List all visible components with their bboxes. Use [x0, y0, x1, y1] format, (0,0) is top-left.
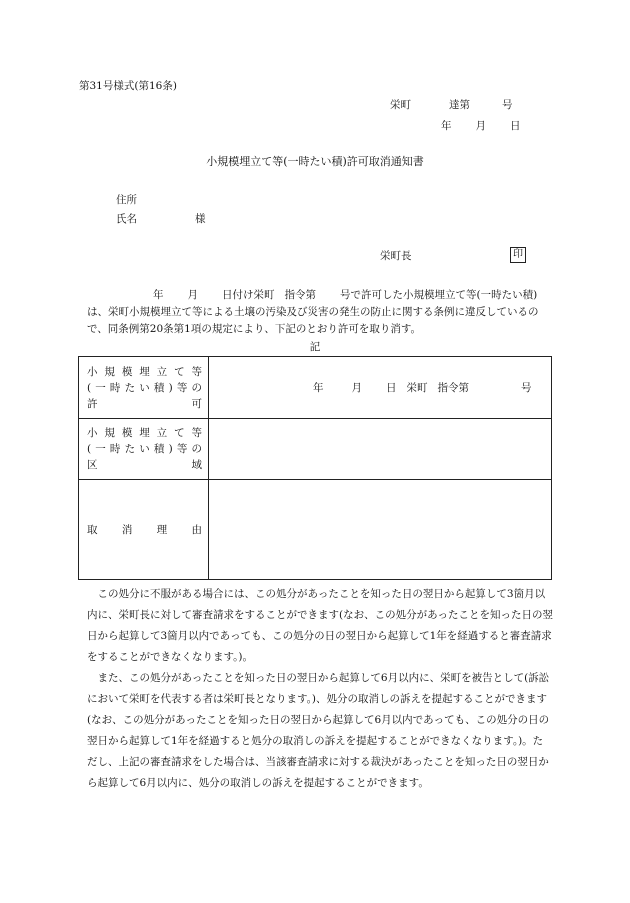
body-year: 年: [153, 289, 164, 301]
permit-order: 指令第: [437, 382, 469, 394]
doc-number-town: 栄町: [390, 99, 411, 111]
body-order: 指令第: [284, 289, 316, 301]
permit-value-cell: [209, 357, 552, 419]
issuer-name: 栄町長: [380, 250, 412, 262]
doc-number-suffix: 号: [502, 99, 513, 111]
reason-label: 取消理由: [87, 523, 202, 536]
area-label-cell: [79, 419, 209, 480]
permit-label-line: 小規模埋立て等: [87, 365, 202, 378]
permit-town: 栄町: [406, 382, 428, 394]
reason-value-cell: [209, 480, 552, 580]
table-row-permit: [79, 357, 552, 419]
permit-day: 日: [386, 382, 397, 394]
body-day-town: 日付け栄町: [222, 289, 275, 301]
address-label: 住所: [116, 194, 137, 206]
seal-mark: 印: [510, 247, 526, 263]
permit-label-cell: [79, 357, 209, 419]
table-row-area: [79, 419, 552, 480]
area-value-cell: [209, 419, 552, 480]
lawsuit-paragraph: また、この処分があったことを知った日の翌日から起算して6月以内に、栄町を被告として(訴訟において栄町を代表する者は栄町長となります。)、処分の取消しの訴えを提起することができます(なお、この処分があったことを知った日の翌日から起算して6月以内であっても、この処分の日の翌日から起算して1年を経過すると処分の取消しの訴えを提起することができなくなります。)。ただし、上記の審査請求をした場合は、当該審査請求に対する裁決があったことを知った日の翌日から起算して6月以内に、処分の取消しの訴えを提起することができます。: [87, 672, 550, 789]
date-month: 月: [475, 120, 486, 132]
permit-month: 月: [351, 382, 362, 394]
permit-number: 号: [521, 382, 532, 394]
ki-mark: 記: [309, 341, 321, 353]
date-day: 日: [510, 120, 521, 132]
document-title: 小規模埋立て等(一時たい積)許可取消通知書: [206, 155, 424, 168]
area-label-line: (一時たい積)等の: [87, 443, 202, 455]
form-number: 第31号様式(第16条): [79, 80, 177, 92]
permit-year: 年: [313, 382, 324, 394]
name-label: 氏名: [116, 213, 137, 225]
permit-label-line: (一時たい積)等の: [87, 381, 202, 394]
honorific: 様: [195, 213, 206, 225]
table-row-reason: [79, 480, 552, 580]
body-text: [87, 287, 554, 338]
body-main: 号で許可した小規模埋立て等(一時たい積)は、栄町小規模埋立て等による土壌の汚染及び災害の発生の防止に関する条例に違反しているので、同条例第20条第1項の規定により、下記のとおり許可を取り消す。: [87, 289, 539, 335]
appeal-paragraph: この処分に不服がある場合には、この処分があったことを知った日の翌日から起算して3箇月以内に、栄町長に対して審査請求をすることができます(なお、この処分があったことを知った日の翌日から起算して3箇月以内であっても、この処分の日の翌日から起算して1年を経過すると審査請求をすることができなくなります。)。: [87, 588, 553, 663]
details-table: [78, 356, 552, 580]
body-month: 月: [187, 289, 198, 301]
appeal-notice: [87, 584, 553, 794]
doc-number-prefix: 達第: [449, 99, 470, 111]
document-date: [441, 119, 521, 133]
area-label-line: 区 域: [87, 459, 202, 471]
permit-label-line: 許 可: [87, 397, 202, 410]
date-year: 年: [441, 120, 452, 132]
area-label-line: 小規模埋立て等: [87, 427, 202, 439]
reason-label-cell: [79, 480, 209, 580]
addressee-name: [116, 212, 206, 226]
document-number: [390, 98, 513, 112]
